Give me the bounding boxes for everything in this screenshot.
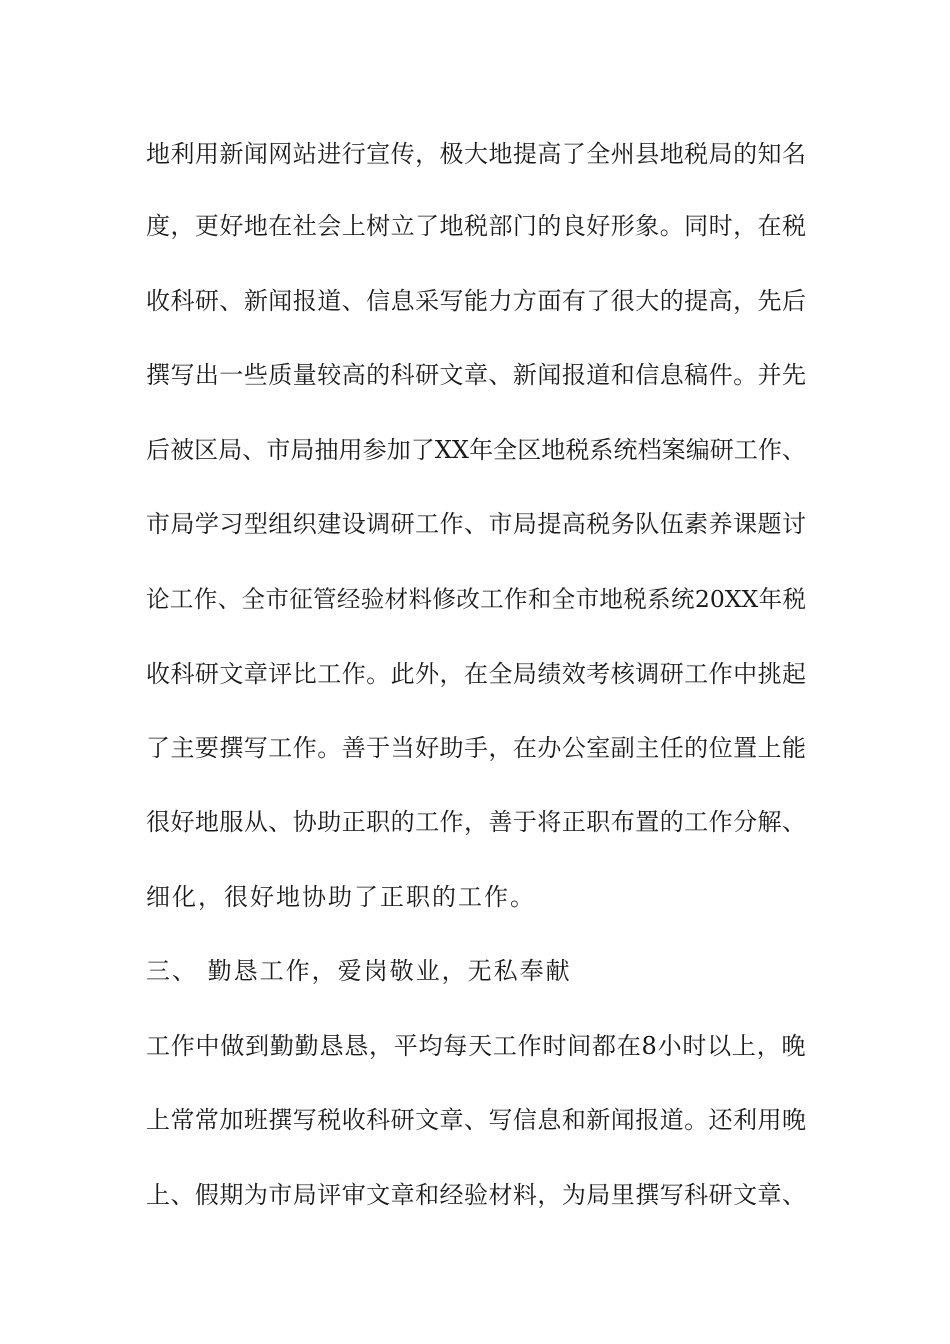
body-text-line: 工作中做到勤勤恳恳，平均每天工作时间都在8小时以上，晚: [146, 1032, 806, 1060]
body-text-line: 收科研文章评比工作。此外，在全局绩效考核调研工作中挑起: [146, 660, 806, 688]
body-text-line: 度，更好地在社会上树立了地税部门的良好形象。同时，在税: [146, 212, 806, 240]
body-text-line-last: 细化，很好地协助了正职的工作。: [146, 883, 536, 911]
section-heading: 三、 勤恳工作，爱岗敬业，无私奉献: [146, 957, 572, 985]
body-text-line: 后被区局、市局抽用参加了XX年全区地税系统档案编研工作、: [146, 436, 806, 464]
body-text-line: 很好地服从、协助正职的工作，善于将正职布置的工作分解、: [146, 808, 806, 836]
body-text-line: 撰写出一些质量较高的科研文章、新闻报道和信息稿件。并先: [146, 361, 806, 389]
body-text-line: 收科研、新闻报道、信息采写能力方面有了很大的提高，先后: [146, 287, 806, 315]
body-text-line: 上、假期为市局评审文章和经验材料，为局里撰写科研文章、: [146, 1181, 806, 1209]
body-text-line: 了主要撰写工作。善于当好助手，在办公室副主任的位置上能: [146, 734, 806, 762]
body-text-line: 地利用新闻网站进行宣传，极大地提高了全州县地税局的知名: [146, 140, 806, 168]
body-text-line: 上常常加班撰写税收科研文章、写信息和新闻报道。还利用晚: [146, 1106, 806, 1134]
body-text-line: 论工作、全市征管经验材料修改工作和全市地税系统20XX年税: [146, 585, 806, 613]
body-text-line: 市局学习型组织建设调研工作、市局提高税务队伍素养课题讨: [146, 510, 806, 538]
